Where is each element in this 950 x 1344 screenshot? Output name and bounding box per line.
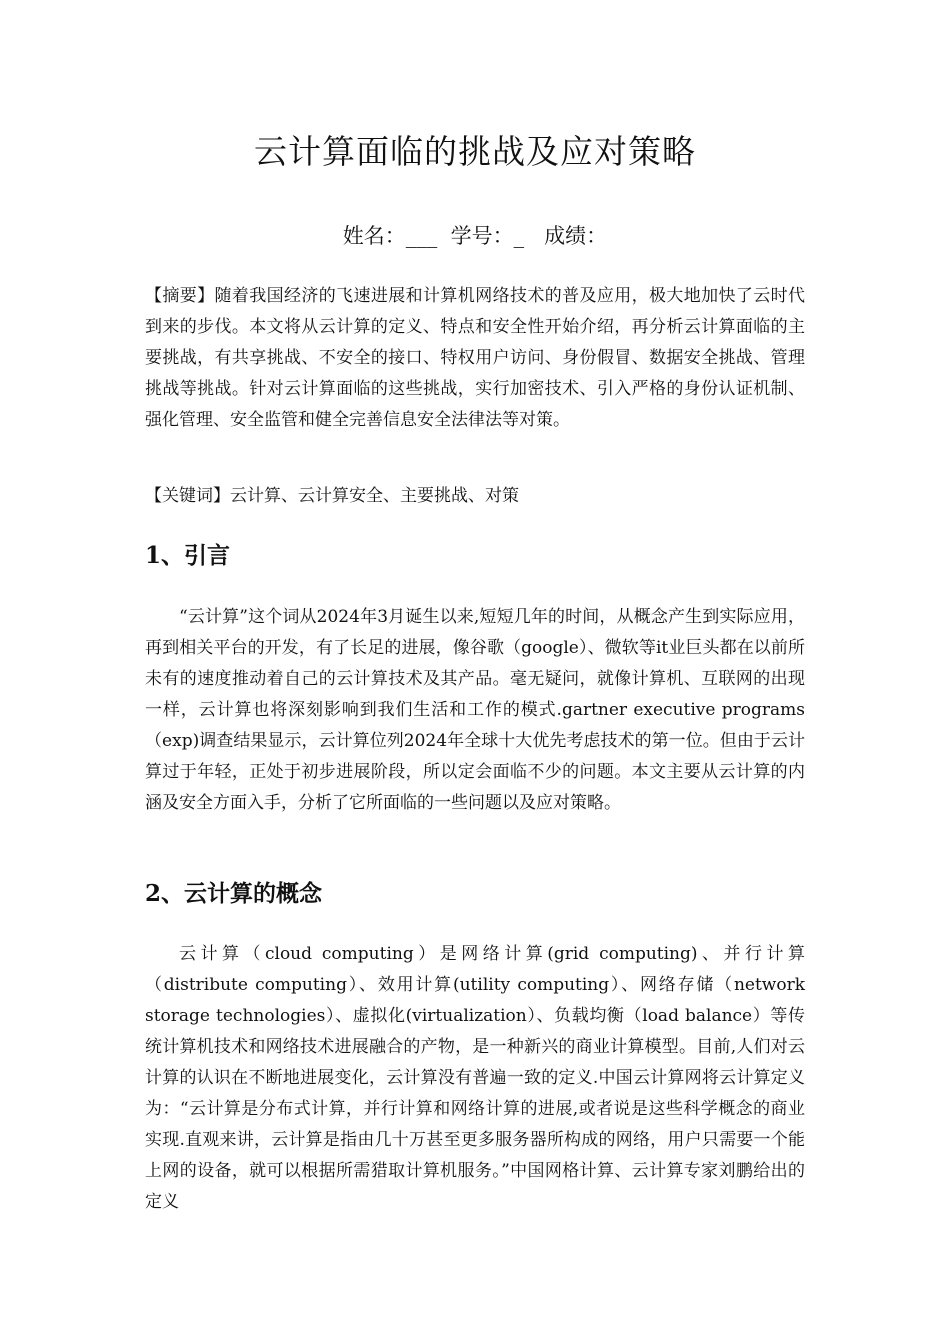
document-title: 云计算面临的挑战及应对策略: [254, 132, 696, 171]
cloud-concept-paragraph: 云计算（cloud computing）是网络计算(grid computing)、并行计算（distribute computing）、效用计算(utility computing）、网络存储（network storage technologies）、虚拟化(virtualization）、负载均衡（load balance）等传统计算机技术和网络技术进展融合的产物，是一种新兴的商业计算模型。目前,人们对云计算的认识在不断地进展变化，云计算没有普遍一致的定义.中国云计算网将云计算定义为：“云计算是分布式计算，并行计算和网络计算的进展,或者说是这些科学概念的商业实现.直观来讲，云计算是指由几十万甚至更多服务器所构成的网络，用户只需要一个能上网的设备，就可以根据所需猎取计算机服务。”中国网格计算、云计算专家刘鹏给出的定义: [145, 944, 805, 1212]
abstract-paragraph: 【摘要】随着我国经济的飞速进展和计算机网络技术的普及应用，极大地加快了云时代到来的步伐。本文将从云计算的定义、特点和安全性开始介绍，再分析云计算面临的主要挑战，有共享挑战、不安全的接口、特权用户访问、身份假冒、数据安全挑战、管理挑战等挑战。针对云计算面临的这些挑战，实行加密技术、引入严格的身份认证机制、强化管理、安全监管和健全完善信息安全法律法等对策。: [145, 286, 805, 430]
author-info-line: 姓名：___ 学号：_ 成绩：: [342, 224, 608, 248]
keywords-line: 【关键词】云计算、云计算安全、主要挑战、对策: [145, 486, 519, 506]
section-heading-cloud-concept: 2、云计算的概念: [145, 880, 323, 907]
section-heading-introduction: 1、引言: [145, 542, 231, 569]
introduction-paragraph: “云计算”这个词从2024年3月诞生以来,短短几年的时间，从概念产生到实际应用，再到相关平台的开发，有了长足的进展，像谷歌（google）、微软等it业巨头都在以前所未有的速度推动着自己的云计算技术及其产品。毫无疑问，就像计算机、互联网的出现一样，云计算也将深刻影响到我们生活和工作的模式.gartner executive programs（exp)调查结果显示，云计算位列2024年全球十大优先考虑技术的第一位。但由于云计算过于年轻，正处于初步进展阶段，所以定会面临不少的问题。本文主要从云计算的内涵及安全方面入手，分析了它所面临的一些问题以及应对策略。: [145, 607, 805, 813]
